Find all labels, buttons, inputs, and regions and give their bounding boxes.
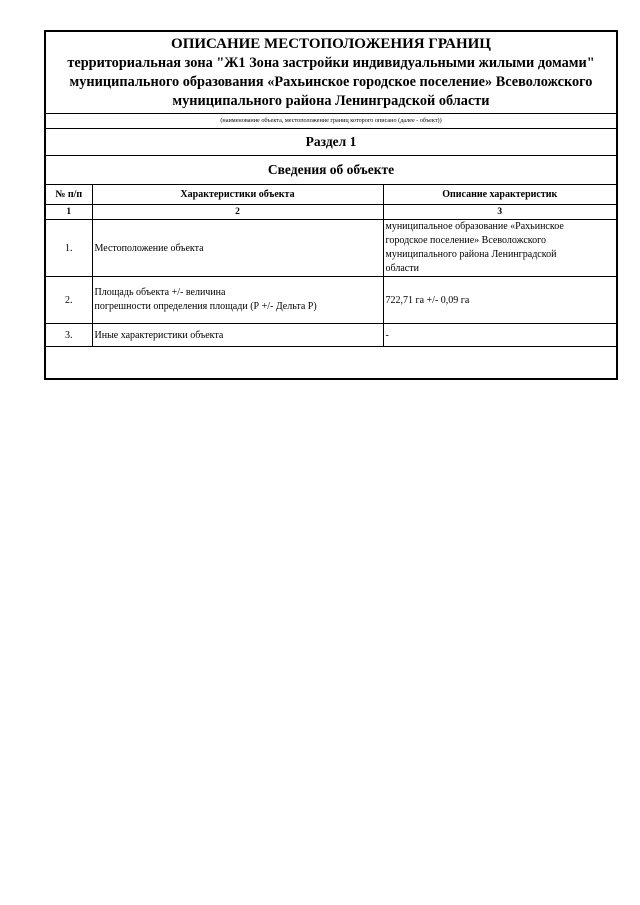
row-characteristic: Иные характеристики объекта <box>92 324 383 347</box>
document-frame <box>44 30 618 380</box>
row-characteristic-line: погрешности определения площади (Р +/- Дельта Р) <box>94 301 317 312</box>
row-description-line: муниципальное образование «Рахьинское <box>385 221 564 232</box>
row-number: 3. <box>46 324 92 347</box>
column-header-description: Описание характеристик <box>383 185 616 205</box>
row-description: 722,71 га +/- 0,09 га <box>383 277 616 324</box>
row-description-line: области <box>385 263 419 274</box>
column-number: 1 <box>46 205 92 220</box>
section-title: Раздел 1 <box>46 129 616 156</box>
row-number: 2. <box>46 277 92 324</box>
row-description-line: муниципального района Ленинградской <box>385 249 557 260</box>
object-note: (наименование объекта, местоположение границ которого описано (далее - объект)) <box>46 114 616 129</box>
object-info-table <box>46 185 616 347</box>
column-header-number: № п/п <box>46 185 92 205</box>
row-description: - <box>383 324 616 347</box>
column-header-characteristic: Характеристики объекта <box>92 185 383 205</box>
title-block <box>46 32 616 114</box>
row-description <box>383 220 616 277</box>
table-row <box>46 324 616 347</box>
row-characteristic-line: Площадь объекта +/- величина <box>94 287 226 298</box>
row-characteristic: Местоположение объекта <box>92 220 383 277</box>
zone-name-line-1: территориальная зона "Ж1 Зона застройки индивидуальными жилыми домами" <box>67 55 595 71</box>
column-number: 2 <box>92 205 383 220</box>
zone-name-line-2: муниципального образования «Рахьинское городское поселение» Всеволожского <box>69 74 593 90</box>
table-row <box>46 277 616 324</box>
column-number: 3 <box>383 205 616 220</box>
row-description-line: городское поселение» Всеволожского <box>385 235 546 246</box>
column-number-row <box>46 205 616 220</box>
row-characteristic <box>92 277 383 324</box>
table-header-row <box>46 185 616 205</box>
zone-name-line-3: муниципального района Ленинградской области <box>172 93 490 109</box>
row-number: 1. <box>46 220 92 277</box>
table-footer-spacer <box>46 347 616 359</box>
table-row <box>46 220 616 277</box>
section-subtitle: Сведения об объекте <box>46 156 616 185</box>
document-title: ОПИСАНИЕ МЕСТОПОЛОЖЕНИЯ ГРАНИЦ <box>171 36 491 52</box>
